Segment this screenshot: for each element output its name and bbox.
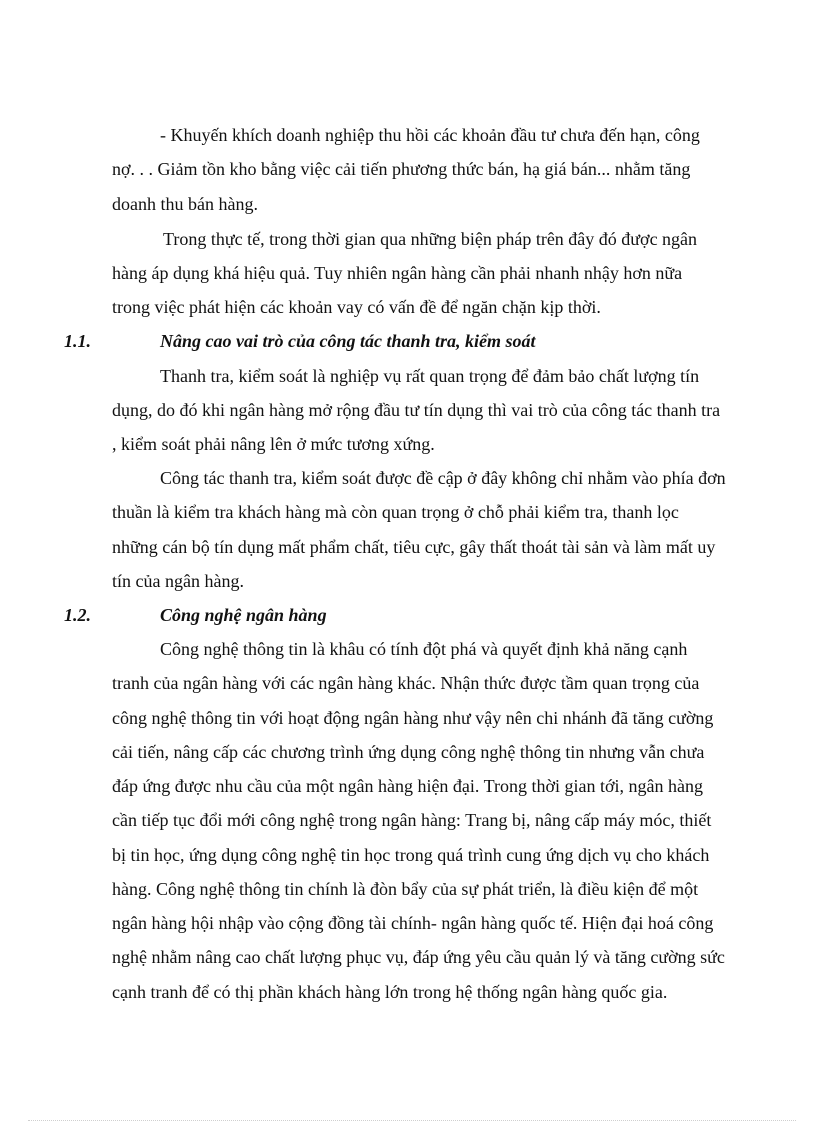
paragraph-line: những cán bộ tín dụng mất phẩm chất, tiêu cực, gây thất thoát tài sản và làm mất uy xyxy=(112,537,716,557)
paragraph-line: , kiểm soát phải nâng lên ở mức tương xứng. xyxy=(112,434,435,454)
section-title: Nâng cao vai trò của công tác thanh tra, kiểm soát xyxy=(160,331,536,351)
paragraph-line: Trong thực tế, trong thời gian qua những biện pháp trên đây đó được ngân xyxy=(163,229,698,249)
paragraph-line: doanh thu bán hàng. xyxy=(112,194,258,214)
section-title: Công nghệ ngân hàng xyxy=(160,605,327,625)
section-number: 1.1. xyxy=(64,331,91,351)
paragraph-line: hàng. Công nghệ thông tin chính là đòn bẩy của sự phát triển, là điều kiện để một xyxy=(112,879,699,899)
paragraph-line: - Khuyến khích doanh nghiệp thu hồi các khoản đầu tư chưa đến hạn, công xyxy=(160,125,700,145)
paragraph-line: bị tin học, ứng dụng công nghệ tin học trong quá trình cung ứng dịch vụ cho khách xyxy=(112,845,710,865)
paragraph-line: cạnh tranh để có thị phần khách hàng lớn trong hệ thống ngân hàng quốc gia. xyxy=(112,982,668,1002)
page-bottom-rule xyxy=(28,1120,796,1121)
paragraph-line: công nghệ thông tin với hoạt động ngân hàng như vậy nên chi nhánh đã tăng cường xyxy=(112,708,714,728)
section-number: 1.2. xyxy=(64,605,91,625)
paragraph-line: dụng, do đó khi ngân hàng mở rộng đầu tư tín dụng thì vai trò của công tác thanh tra xyxy=(112,400,721,420)
paragraph-line: tín của ngân hàng. xyxy=(112,571,244,591)
paragraph-line: cần tiếp tục đổi mới công nghệ trong ngân hàng: Trang bị, nâng cấp máy móc, thiết xyxy=(112,810,712,830)
paragraph-line: Công tác thanh tra, kiểm soát được đề cập ở đây không chỉ nhằm vào phía đơn xyxy=(160,468,726,488)
paragraph-line: nghệ nhằm nâng cao chất lượng phục vụ, đáp ứng yêu cầu quản lý và tăng cường sức xyxy=(112,947,725,967)
paragraph-line: trong việc phát hiện các khoản vay có vấn đề để ngăn chặn kịp thời. xyxy=(112,297,601,317)
paragraph-line: Công nghệ thông tin là khâu có tính đột phá và quyết định khả năng cạnh xyxy=(160,639,688,659)
paragraph-line: nợ. . . Giảm tồn kho bằng việc cải tiến phương thức bán, hạ giá bán... nhằm tăng xyxy=(112,159,691,179)
paragraph-line: hàng áp dụng khá hiệu quả. Tuy nhiên ngân hàng cần phải nhanh nhậy hơn nữa xyxy=(112,263,683,283)
paragraph-line: thuần là kiểm tra khách hàng mà còn quan trọng ở chỗ phải kiểm tra, thanh lọc xyxy=(112,502,679,522)
paragraph-line: ngân hàng hội nhập vào cộng đồng tài chính- ngân hàng quốc tế. Hiện đại hoá công xyxy=(112,913,714,933)
paragraph-line: cải tiến, nâng cấp các chương trình ứng dụng công nghệ thông tin nhưng vẫn chưa xyxy=(112,742,705,762)
paragraph-line: tranh của ngân hàng với các ngân hàng khác. Nhận thức được tầm quan trọng của xyxy=(112,673,700,693)
paragraph-line: Thanh tra, kiểm soát là nghiệp vụ rất quan trọng để đảm bảo chất lượng tín xyxy=(160,366,700,386)
paragraph-line: đáp ứng được nhu cầu của một ngân hàng hiện đại. Trong thời gian tới, ngân hàng xyxy=(112,776,703,796)
